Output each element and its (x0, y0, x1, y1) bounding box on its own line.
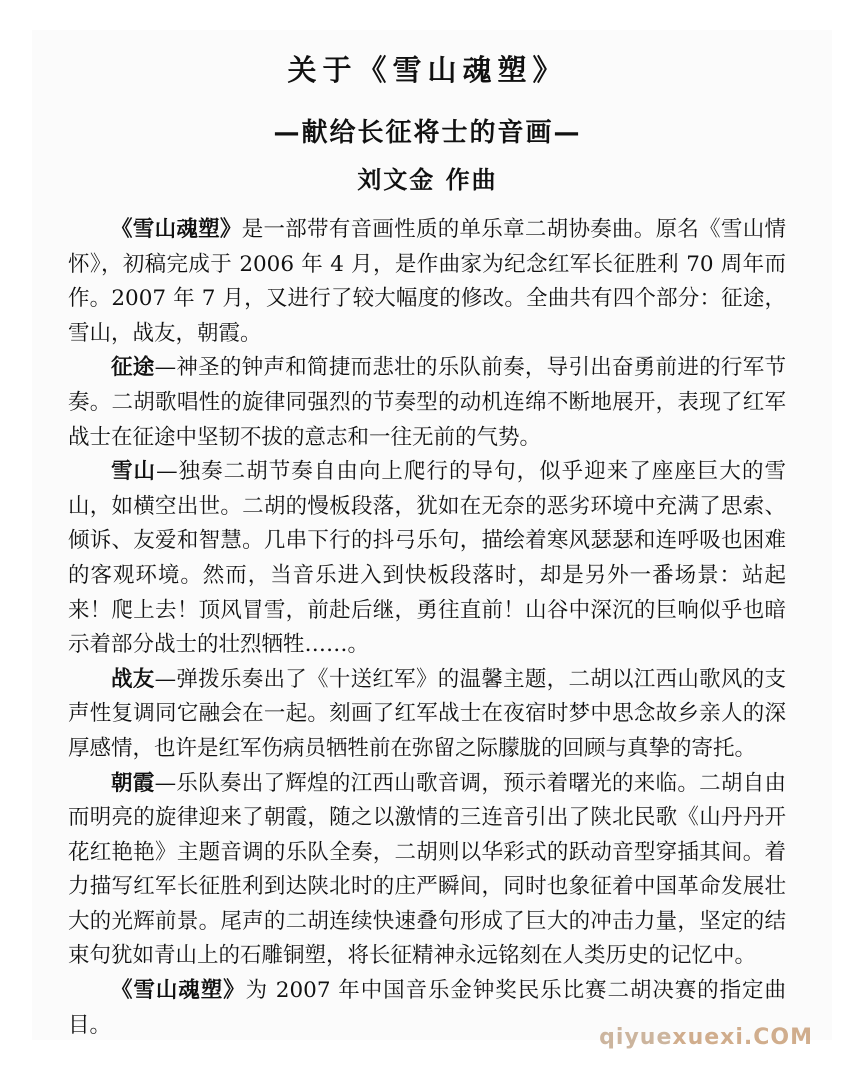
paragraph-lead: 《雪山魂塑》 (111, 217, 242, 242)
watermark-part-a: qiyue (599, 1025, 673, 1050)
paragraph-text: —弹拨乐奏出了《十送红军》的温馨主题，二胡以江西山歌风的支声性复调同它融会在一起。刻画了红军战士在夜宿时梦中思念故乡亲人的深厚感情，也许是红军伤病员牺牲前在弥留之际朦胧的回顾与真挚的寄托。 (68, 666, 786, 761)
paragraph-zhaoxia (68, 767, 786, 975)
paragraph-lead: 朝霞 (111, 770, 155, 796)
paragraph-text: —神圣的钟声和简捷而悲壮的乐队前奏，导引出奋勇前进的行军节奏。二胡歌唱性的旋律同强烈的节奏型的动机连绵不断地展开，表现了红军战士在征途中坚韧不拔的意志和一往无前的气势。 (68, 355, 786, 450)
document-subtitle: —献给长征将士的音画— (273, 118, 582, 148)
document-body (68, 213, 786, 1043)
paragraph-text: 为 2007 年中国音乐金钟奖民乐比赛二胡决赛的指定曲目。 (68, 978, 786, 1038)
paragraph-lead: 雪山 (111, 459, 157, 485)
watermark-part-b: xuexi.COM (672, 1025, 813, 1050)
paragraph-lead: 征途 (111, 355, 155, 381)
paragraph-text: 是一部带有音画性质的单乐章二胡协奏曲。原名《雪山情怀》，初稿完成于 2006 年 4 月，是作曲家为纪念红军长征胜利 70 周年而作。2007 年 7 月，又进行了较大幅度的修改。全曲共有四个部分：征途，雪山，战友，朝霞。 (68, 217, 786, 346)
paragraph-zhanyou (68, 663, 786, 767)
paragraph-lead: 《雪山魂塑》 (111, 978, 246, 1004)
paragraph-text: —独奏二胡节奏自由向上爬行的导句，似乎迎来了座座巨大的雪山，如横空出世。二胡的慢板段落，犹如在无奈的恶劣环境中充满了思索、倾诉、友爱和智慧。几串下行的抖弓乐句，描绘着寒风瑟瑟和连呼吸也困难的客观环境。然而，当音乐进入到快板段落时，却是另外一番场景：站起来！爬上去！顶风冒雪，前赴后继，勇往直前！山谷中深沉的巨响似乎也暗示着部分战士的壮烈牺牲……。 (68, 459, 786, 658)
paragraph-zhengtu (68, 351, 786, 455)
paragraph-lead: 战友 (111, 666, 155, 692)
paragraph-intro (68, 213, 786, 351)
paragraph-xueshan (68, 455, 786, 663)
document-author: 刘文金 作曲 (357, 166, 498, 194)
paragraph-text: —乐队奏出了辉煌的江西山歌音调，预示着曙光的来临。二胡自由而明亮的旋律迎来了朝霞，随之以激情的三连音引出了陕北民歌《山丹丹开花红艳艳》主题音调的乐队全奏，二胡则以华彩式的跃动音型穿插其间。着力描写红军长征胜利到达陕北时的庄严瞬间，同时也象征着中国革命发展壮大的光辉前景。尾声的二胡连续快速叠句形成了巨大的冲击力量，坚定的结束句犹如青山上的石雕铜塑，将长征精神永远铭刻在人类历史的记忆中。 (68, 770, 786, 969)
site-watermark (599, 1025, 813, 1050)
document-title: 关于《雪山魂塑》 (287, 53, 568, 87)
